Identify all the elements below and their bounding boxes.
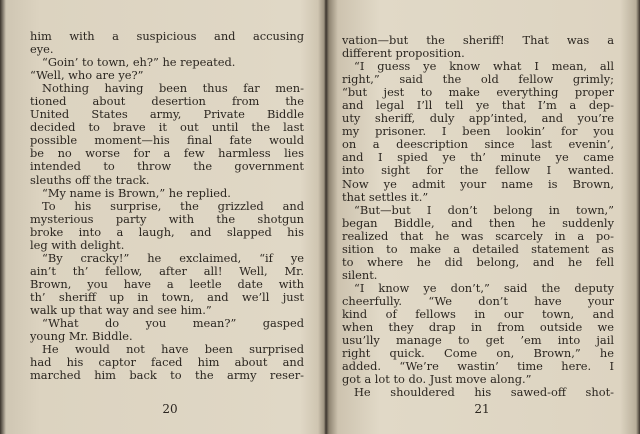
left-page: [30, 0, 304, 434]
text-line: “Well, who are ye?”: [30, 69, 144, 83]
text-line: different proposition.: [342, 47, 465, 61]
text-line: sition to make a detailed statement as: [342, 242, 614, 256]
text-line: to where he did belong, and he fell: [342, 255, 614, 269]
text-line: “I guess ye know what I mean, all: [354, 60, 614, 74]
text-line: “but jest to make everything proper: [342, 86, 614, 100]
left-page-text: [30, 30, 304, 382]
text-line: vation—but the sheriff! That was a: [342, 34, 614, 47]
text-line: He shouldered his sawed-off shot-: [354, 386, 614, 400]
text-line: had his captor faced him about and: [30, 356, 304, 370]
text-line: usu’lly manage to get ’em into jail: [342, 334, 614, 348]
text-line: leg with delight.: [30, 238, 125, 252]
text-line: when they drap in from outside we: [342, 321, 614, 335]
text-line: him with a suspicious and accusing: [30, 30, 304, 43]
text-line: “My name is Brown,” he replied.: [42, 186, 231, 200]
text-line: realized that he was scarcely in a po-: [342, 229, 614, 243]
text-line: began Biddle, and then he suddenly: [342, 216, 614, 230]
text-line: right quick. Come on, Brown,” he: [342, 347, 614, 361]
text-line: silent.: [342, 268, 378, 282]
text-line: eye.: [30, 43, 54, 57]
text-line: marched him back to the army reser-: [30, 369, 304, 383]
text-line: that settles it.”: [342, 190, 429, 204]
text-line: young Mr. Biddle.: [30, 330, 133, 344]
text-line: and I spied ye th’ minute ye came: [342, 151, 614, 165]
text-line: United States army, Private Biddle: [30, 108, 304, 122]
text-line: walk up that way and see him.”: [30, 303, 212, 317]
text-line: uty sheriff, duly app’inted, and you’re: [342, 112, 614, 126]
text-line: got a lot to do. Just move along.”: [342, 373, 532, 387]
text-line: broke into a laugh, and slapped his: [30, 225, 304, 239]
text-line: right,” said the old fellow grimly;: [342, 73, 614, 87]
text-line: on a deescription since last evenin’,: [342, 138, 614, 152]
text-line: Nothing having been thus far men-: [42, 82, 304, 96]
text-line: “Goin’ to town, eh?” he repeated.: [42, 56, 236, 70]
text-line: th’ sheriff up in town, and we’ll just: [30, 290, 304, 304]
text-line: added. “We’re wastin’ time here. I: [342, 360, 614, 374]
page-number-right: 21: [474, 401, 490, 416]
text-line: “I know ye don’t,” said the deputy: [354, 281, 614, 295]
text-line: intended to throw the government: [30, 160, 304, 174]
text-line: To his surprise, the grizzled and: [42, 199, 304, 213]
text-line: sleuths off the track.: [30, 173, 150, 187]
text-line: cheerfully. “We don’t have your: [342, 294, 614, 308]
text-line: decided to brave it out until the last: [30, 121, 304, 135]
page-number-left: 20: [162, 401, 178, 416]
right-page-text: [342, 34, 614, 399]
text-line: possible moment—his final fate would: [30, 134, 304, 148]
text-line: be no worse for a few harmless lies: [30, 147, 304, 161]
text-line: ain’t th’ fellow, after all! Well, Mr.: [30, 264, 304, 278]
text-line: “What do you mean?” gasped: [42, 317, 304, 331]
text-line: tioned about desertion from the: [30, 95, 304, 109]
text-line: into sight for the fellow I wanted.: [342, 164, 614, 178]
text-line: “By cracky!” he exclaimed, “if ye: [42, 251, 304, 265]
text-line: and legal I’ll tell ye that I’m a dep-: [342, 99, 614, 113]
text-line: mysterious party with the shotgun: [30, 212, 304, 226]
text-line: Brown, you have a leetle date with: [30, 277, 304, 291]
text-line: kind of fellows in our town, and: [342, 307, 614, 321]
right-page: [342, 0, 614, 434]
text-line: He would not have been surprised: [42, 343, 304, 357]
text-line: “But—but I don’t belong in town,”: [354, 203, 614, 217]
text-line: Now ye admit your name is Brown,: [342, 177, 614, 191]
text-line: my prisoner. I been lookin’ for you: [342, 125, 614, 139]
